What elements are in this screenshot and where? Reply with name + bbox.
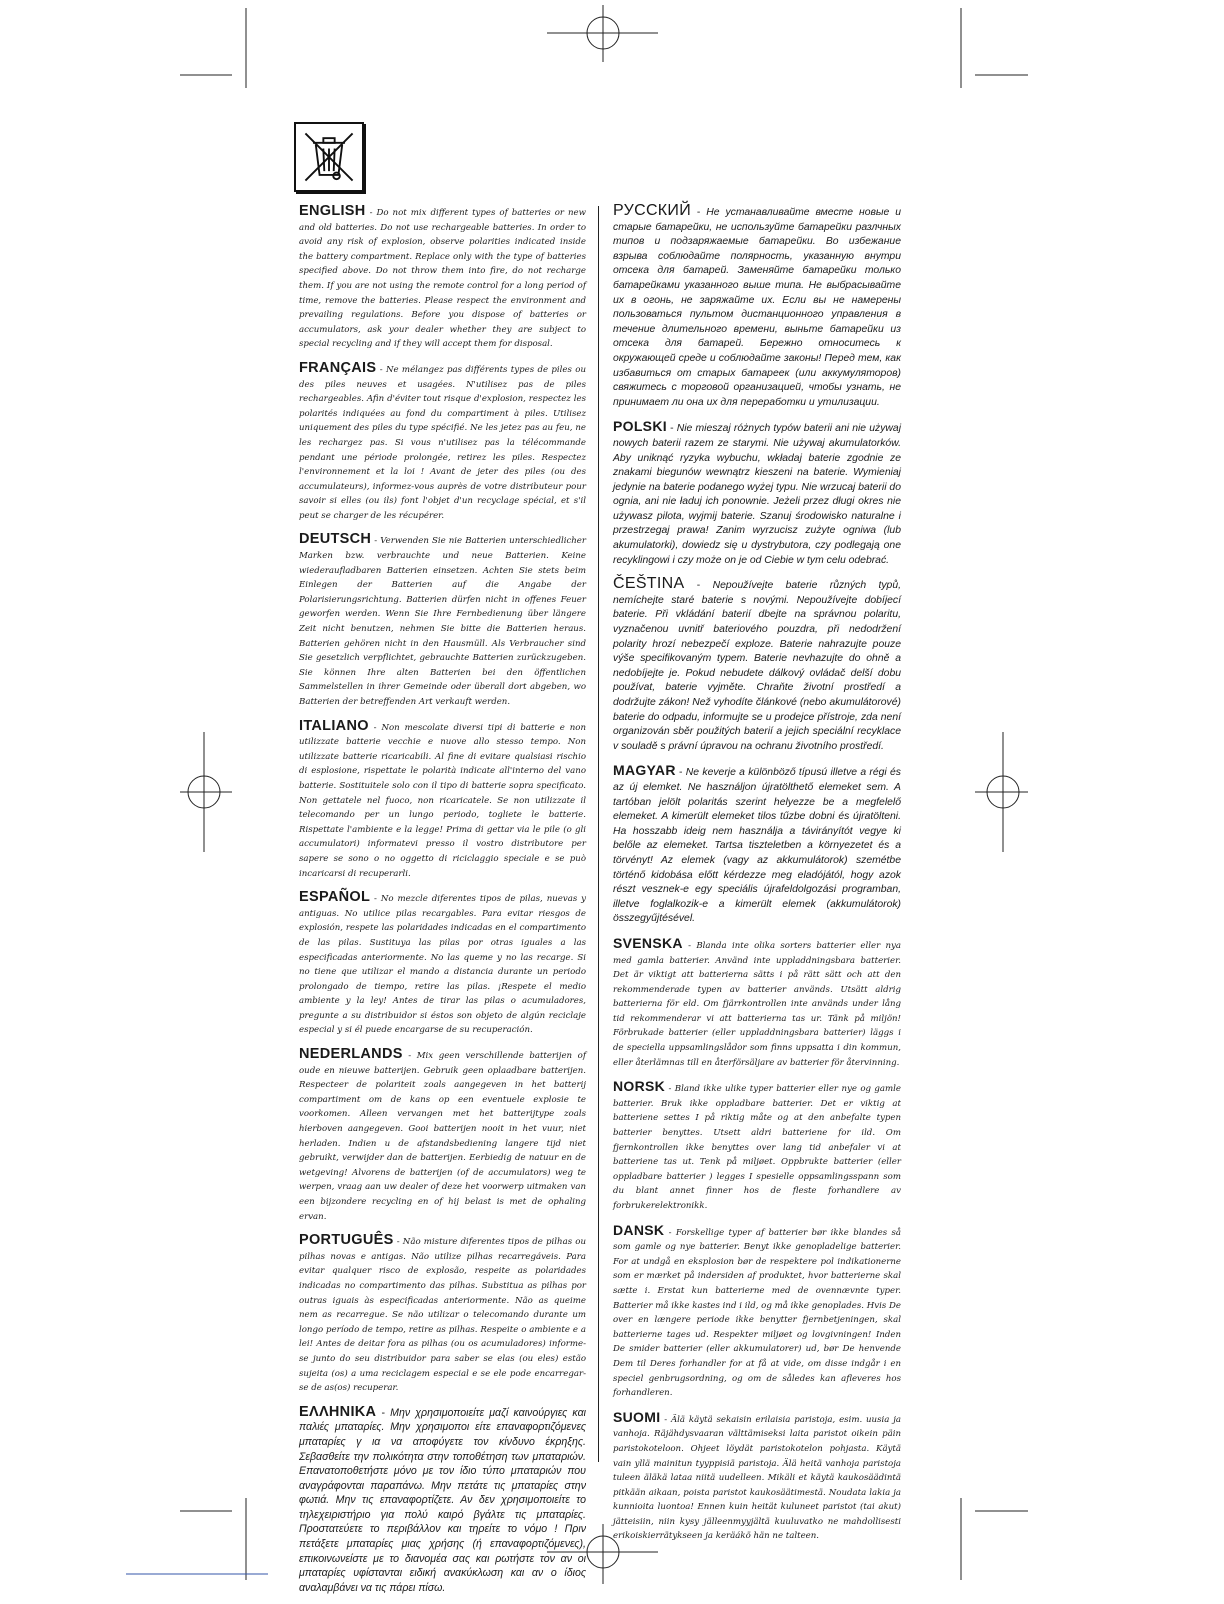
section-portugues: PORTUGUÊS - Não misture diferentes tipos de pilhas ou pilhas novas e antigas. Não utilize pilhas recarregáveis. Para evitar qualquer risco de explosão, respeite as polaridades indicadas no compartimento das pilhas. Substitua as pilhas por outras iguais às especificadas anteriormente. Não as queime nem as recarregue. Se não utilizar o telecomando durante um longo período de tempo, retire as pilhas. Respeite o ambiente e a lei! Antes de deitar fora as pilhas (ou os acumuladores) informe-se junto do seu distribuidor para saber se elas (ou eles) estão sujeita (os) a uma reciclagem especial e se ele pode encarregar-se de as(os) recuperar. (299, 1232, 586, 1394)
section-body: Bland ikke ulike typer batterier eller nye og gamle batterier. Bruk ikke oppladbare batterier. Det er viktig at batteriene settes I på riktig måte og at den anbefalte typen batterier benyttes. Utsett aldri batteriene for ild. Om fjernkontrollen ikke benyttes over lang tid anbefaler vi at batteriene tas ut. Tenk på miljøet. Oppbrukte batterier (eller oppladbare batterier ) legges I spesielle oppsamlingsspann som du blant annet finner hos de fleste forhandlere av forbrukerelektronikk. (613, 1084, 902, 1211)
section-heading: ČEŠTINA (613, 575, 685, 593)
section-heading: MAGYAR (613, 762, 676, 779)
section-suomi: SUOMI - Älä käytä sekaisin erilaisia paristoja, esim. uusia ja vanhoja. Räjähdysvaaran välttämiseksi laita paristot oikein päin paristokoteloon. Ohjeet löydät paristokotelon pohjasta. Käytä vain yllä mainitun tyyppisiä paristoja. Älä heitä vanhoja paristoja tuleen äläkä lataa niitä uudelleen. Mikäli et käytä kaukosäädintä pitkään aikaan, poista paristot kaukosäätimestä. Noudata lakia ja kunnioita luontoa! Ennen kuin heität kuluneet paristot (tai akut) jätteisiin, niin kysy jälleenmyyjältä kuuluvatko ne mahdollisesti erikoiskierrätykseen ja keräákö hän ne talteen. (613, 1408, 901, 1542)
section-heading: ENGLISH (299, 203, 366, 219)
section-cestina: ČEŠTINA - Nepoužívejte baterie různých typů, nemíchejte staré baterie s novými. Nepoužívejte dobíjecí baterie. Při vkládání baterií dbejte na správnou polaritu, vyznačenou uvnitř bateriového pouzdra, při nedodržení polarity hrozí nebezpečí exploze. Baterie nahrazujte pouze výše specifikovaným typem. Baterie nevhazujte do ohně a nedobíjejte je. Pokud nebudete dálkový ovládač delší dobu používat, baterie vyjměte. Chraňte životní prostředí a dodržujte zákon! Než vyhodíte článkové (nebo akumulátorové) baterie do odpadu, informujte se u prodejce přístroje, zda není organizován sběr použitých baterií a jejich speciální recyklace v souladě s právní úpravou na ochranu životního prostředí. (613, 575, 902, 752)
section-heading: DEUTSCH (299, 531, 372, 548)
section-body: Μην χρησιμοποιείτε μαζί καινούργιες και παλιές μπαταρίες. Μην χρησιμοποι είτε επαναφορτιζόμενες μπαταρίες γ ια να αποφύγετε τον κίνδυνο έκρηξης. Σεβασθείτε την πολικότητα στην τοποθέτηση των μπαταριών. Επανατοποθετήστε μόνο με τον ίδιο τύπο μπαταριών που αναγράφονται παραπάνω. Μην πετάτε τις μπαταρίες στην φωτιά. Μην τις επαναφορτίζετε. Αν δεν χρησιμοποιείτε το τηλεχειριστήριο για πολύ καιρό βγάλτε τις μπαταρίες. Προστατεύετε το περιβάλλον και τηρείτε το νόμο ! Πριν πετάξετε μπαταρίες μιας χρήσης (ή επαναφορτιζόμενες), επικοινωνείστε με το διανομέα σας και ρωτήστε τον αν οι μπαταρίες υφίστανται ειδική ανακύκλωση και αν ο ίδιος αναλαμβάνει να τις πάρει πίσω. (299, 1406, 586, 1594)
section-heading: РУССКИЙ (613, 202, 692, 219)
section-body: No mezcle diferentes tipos de pilas, nuevas y antiguas. No utilice pilas recargables. Para evitar riesgos de explosión, respete las polaridades indicadas en el compartimento de las pilas. Sustituya las pilas por otras iguales a las especificadas anteriormente. No las queme y no las recarge. Si no tiene que utilizar el mando a distancia durante un periodo prolongado de tiempo, retire las pilas. ¡Respete el medio ambiente y la ley! Antes de tirar las pilas o acumuladores, pregunte a su distribuidor si éstos son objeto de algún reciclaje especial y si él puede encargarse de su recuperación. (299, 894, 586, 1036)
section-body: Forskellige typer af batterier bør ikke blandes så som gamle og nye batterier. Benyt ikke genopladelige batterier. For at undgå en eksplosion bør de respektere pol indikationerne som er mærket på indersiden af produktet, hvor batterierne skal sætte i. Erstat kun batterierne med de ovennævnte typer. Batterier må ikke kastes ind i ild, og må ikke genoplades. Hvis De over en længere periode ikke benytter fjernbetjeningen, skal batterierne tages ud. Respekter miljøet og lovgivningen! Inden De smider batterier (eller akkumulatorer) ud, bør De henvende Dem til Deres forhandler for at få at vide, om disse indgår i en speciel genbrugsordning, og om de således kan afleveres hos forhandleren. (613, 1227, 901, 1399)
section-body: Non mescolate diversi tipi di batterie e non utilizzate batterie vecchie e nuove allo stesso tempo. Non utilizzate batterie ricaricabili. Al fine di evitare qualsiasi rischio di esplosione, rispettate le polarità indicate all'interno del vano batterie. Sostituitele solo con il tipo di batterie sopra specificato. Non gettatele nel fuoco, non ricaricatele. Se non utilizzate il telecomando per un lungo periodo, togliete le batterie. Rispettate l'ambiente e la legge! Prima di gettar via le pile (o gli accumulatori) informatevi presso il vostro distributore per sapere se sono o no oggetto di riciclaggio speciale e se può incaricarsi di recuperarli. (299, 722, 586, 879)
section-heading: FRANÇAIS (299, 359, 377, 376)
section-dansk: DANSK - Forskellige typer af batterier bør ikke blandes så som gamle og nye batterier. Benyt ikke genopladelige batterier. For at undgå en eksplosion bør de respektere pol indikationerne som er mærket på indersiden af produktet, hvor batterierne skal sætte i. Erstat kun batterierne med de ovennævnte typer. Batterier må ikke kastes ind i ild, og må ikke genoplades. Hvis De over en længere periode ikke benytter fjernbetjeningen, skal batterierne tages ud. Respekter miljøet og lovgivningen! Inden De smider batterier (eller akkumulatorer) ud, bør De henvende Dem til Deres forhandler for at få at vide, om disse indgår i en speciel genbrugsordning, og om de således kan afleveres hos forhandleren. (613, 1221, 901, 1399)
section-body: Ne mélangez pas différents types de piles ou des piles neuves et usagées. N'utilisez pas de piles rechargeables. Afin d'éviter tout risque d'explosion, respectez les polarités indiquées au fond du compartiment à piles. Utilisez uniquement des piles du type spécifié. Ne les jetez pas au feu, ne les rechargez pas. Si vous n'utilisez pas la télécommande pendant une période prolongée, retirez les piles. Respectez l'environnement et la loi ! Avant de jeter des piles (ou des accumulateurs), informez-vous auprès de votre distributeur pour savoir si elles (ou ils) font l'objet d'un recyclage spécial, et s'il peut se charger de les récupérer. (299, 364, 586, 521)
crossed-out-wheelie-bin-icon (294, 122, 364, 192)
section-deutsch: DEUTSCH - Verwenden Sie nie Batterien unterschiedlicher Marken bzw. verbrauchte und neue Batterien. Keine wiederaufladbaren Batterien einsetzen. Achten Sie stets beim Einlegen der Batterien auf die Angabe der Polarisierungsrichtung. Batterien dürfen nicht in offenes Feuer geworfen werden. Wenn Sie Ihre Fernbedienung über längere Zeit nicht benutzen, nehmen Sie bitte die Batterien heraus. Batterien gehören nicht in den Hausmüll. Als Verbraucher sind Sie gesetzlich verpflichtet, gebrauchte Batterien zurückzugeben. Sie können Ihre alten Batterien bei den öffentlichen Sammelstellen in ihrer Gemeinde oder überall dort abgeben, wo Batterien der betreffenden Art verkauft werden. (299, 531, 587, 707)
section-heading: NEDERLANDS (299, 1046, 403, 1063)
section-heading: DANSK (613, 1221, 665, 1238)
column-divider (598, 206, 599, 1462)
left-column (299, 204, 586, 1604)
section-body: Mix geen verschillende batterijen of oude en nieuwe batterijen. Gebruik geen oplaadbare batterijen. Respecteer de polariteit zoals aangegeven in het batterij compartiment om de kans op een eventuele explosie te voorkomen. Alleen vervangen met het batterijtype zoals hierboven aangegeven. Gooi batterijen nooit in het vuur, niet herladen. Indien u de afstandsbediening langere tijd niet gebruikt, verwijder dan de batterijen. Eerbiedig de natuur en de wetgeving! Alvorens de batterijen (of de accumulators) weg te werpen, vraag aan uw dealer of deze het voorwerp uitmaken van een bijzondere recycling en of hij belast is met de ophaling ervan. (299, 1051, 586, 1222)
section-body: Verwenden Sie nie Batterien unterschiedlicher Marken bzw. verbrauchte und neue Batterien. Keine wiederaufladbaren Batterien einsetzen. Achten Sie stets beim Einlegen der Batterien auf die Angabe der Polarisierungsrichtung. Batterien dürfen nicht in offenes Feuer geworfen werden. Wenn Sie Ihre Fernbedienung über längere Zeit nicht benutzen, nehmen Sie bitte die Batterien heraus. Batterien gehören nicht in den Hausmüll. Als Verbraucher sind Sie gesetzlich verpflichtet, gebrauchte Batterien zurückzugeben. Sie können Ihre alten Batterien bei den öffentlichen Sammelstellen in ihrer Gemeinde oder überall dort abgeben, wo Batterien der betreffenden Art verkauft werden. (299, 536, 587, 707)
section-body: Nepoužívejte baterie různých typů, nemíchejte staré baterie s novými. Nepoužívejte dobíjecí baterie. Při vkládání baterií dbejte na správnou polaritu, vyznačenou uvnitř bateriového pouzdra, při nedodržení polarity hrozí nebezpečí exploze. Baterie nahrazujte pouze výše specifikovaným typem. Baterie nevhazujte do ohně a nedobíjejte je. Pokud nebudete dálkový ovládač delší dobu používat, baterie vyjměte. Chraňte životní prostředí a dodržujte zákon! Než vyhodíte článkové (nebo akumulátorové) baterie do odpadu, informujte se u prodejce přístroje, zda není organizován sběr použitých baterií a jejich speciální recyklace v souladě s právní úpravou na ochranu životního prostředí. (613, 580, 902, 752)
section-heading: SUOMI (613, 1408, 661, 1425)
section-english: ENGLISH - Do not mix different types of batteries or new and old batteries. Do not use rechargeable batteries. In order to avoid any risk of explosion, observe polarities indicated inside the battery compartment. Replace only with the type of batteries specified above. Do not throw them into fire, do not recharge them. If you are not using the remote control for a long period of time, remove the batteries. Please respect the environment and prevailing regulations. Before you dispose of batteries or accumulators, ask your dealer whether they are subject to special recycling and if they will accept them for disposal. (299, 203, 586, 350)
section-espanol: ESPAÑOL - No mezcle diferentes tipos de pilas, nuevas y antiguas. No utilice pilas recargables. Para evitar riesgos de explosión, respete las polaridades indicadas en el compartimento de las pilas. Sustituya las pilas por otras iguales a las especificadas anteriormente. No las queme y no las recarge. Si no tiene que utilizar el mando a distancia durante un periodo prolongado de tiempo, retire las pilas. ¡Respete el medio ambiente y la ley! Antes de tirar las pilas o acumuladores, pregunte a su distribuidor si éstos son objeto de algún reciclaje especial y si él puede encargarse de su recuperación. (299, 889, 586, 1036)
section-body: Ne keverje a különböző típusú illetve a régi és az új elemket. Ne használjon újratölthető elemeket sem. A tartóban jelölt polaritás szerint helyezze be a megfelelő elemeket. A kimerült elemeket tilos tűzbe dobni és újratölteni. Ha hosszabb ideig nem használja a távirányítót vegye ki belőle az elemeket. Tartsa tiszteletben a környezetet és a törvényt! Az elemek (vagy az akkumulátorok) szemétbe történő kidobása előtt kérdezze meg eladójától, hogy azok részt vesznek-e egy speciális újrafeldolgozási programban, illetve foglalkozik-e a kimerült elemek (akkumulátorok) összegyűjtésével. (613, 767, 901, 925)
section-heading: PORTUGUÊS (299, 1232, 394, 1249)
section-body: Não misture diferentes tipos de pilhas ou pilhas novas e antigas. Não utilize pilhas recarregáveis. Para evitar qualquer risco de explosão, respeite as polaridades indicadas no compartimento das pilhas. Substitua as pilhas por outras iguais às especificadas anteriormente. Não as queime nem as recarregue. Se não utilizar o telecomando durante um longo período de tempo, retire as pilhas. Respeite o ambiente e a lei! Antes de deitar fora as pilhas (ou os acumuladores) informe-se junto do seu distribuidor para saber se elas (ou eles) estão sujeita (os) a uma reciclagem especial e se ele pode encarregar-se de as(os) recuperar. (299, 1237, 586, 1394)
section-italiano: ITALIANO - Non mescolate diversi tipi di batterie e non utilizzate batterie vecchie e nuove allo stesso tempo. Non utilizzate batterie ricaricabili. Al fine di evitare qualsiasi rischio di esplosione, rispettate le polarità indicate all'interno del vano batterie. Sostituitele solo con il tipo di batterie sopra specificato. Non gettatele nel fuoco, non ricaricatele. Se non utilizzate il telecomando per un lungo periodo, togliete le batterie. Rispettate l'ambiente e la legge! Prima di gettar via le pile (o gli accumulatori) informatevi presso il vostro distributore per sapere se sono o no oggetto di riciclaggio speciale e se può incaricarsi di recuperarli. (299, 717, 586, 879)
section-norsk: NORSK - Bland ikke ulike typer batterier eller nye og gamle batterier. Bruk ikke oppladbare batterier. Det er viktig at batteriene settes I på riktig måte og at den anbefalte typen batterier benyttes. Utsett aldri batteriene for ild. Om fjernkontrollen ikke benyttes over lang tid anbefaler vi at batteriene tas ut. Tenk på miljøet. Oppbrukte batterier (eller oppladbare batterier ) legges I spesielle oppsamlingsspann som du blant annet finner hos de fleste forhandlere av forbrukerelektronikk. (613, 1078, 902, 1211)
section-polski: POLSKI - Nie mieszaj różnych typów baterii ani nie używaj nowych baterii razem ze starymi. Nie używaj akumulatorków. Aby uniknąć ryzyka wybuchu, wkładaj baterie zgodnie ze znakami biegunów wewnątrz kieszeni na baterie. Wymieniaj jedynie na baterie podanego wyżej typu. Nie wrzucaj baterii do ognia, ani nie ładuj ich ponownie. Jeżeli przez długi okres nie używasz pilota, wyjmij baterie. Szanuj środowisko naturalne i przestrzegaj prawa! Zanim wyrzucisz zużyte ogniwa (lub akumulatorki), dowiedz się u dystrybutora, czy podlegają one recyklingowi i czy może on je od Ciebie w tym celu odebrać. (613, 418, 902, 566)
section-body: Älä käytä sekaisin erilaisia paristoja, esim. uusia ja vanhoja. Räjähdysvaaran välttämiseksi laita paristot oikein päin paristokoteloon. Ohjeet löydät paristokotelon pohjasta. Käytä vain yllä mainitun tyyppisiä paristoja. Älä heitä vanhoja paristoja tuleen äläkä lataa niitä uudelleen. Mikäli et käytä kaukosäädintä pitkään aikaan, poista paristot kaukosäätimestä. Noudata lakia ja kunnioita luontoa! Ennen kuin heität kuluneet paristot (tai akut) jätteisiin, niin kysy jälleenmyyjältä kuuluvatko ne mahdollisesti erikoiskierrätykseen ja keräákö hän ne talteen. (613, 1414, 901, 1542)
section-heading: SVENSKA (613, 934, 683, 951)
section-magyar: MAGYAR - Ne keverje a különböző típusú illetve a régi és az új elemket. Ne használjon újratölthető elemeket sem. A tartóban jelölt polaritás szerint helyezze be a megfelelő elemeket. A kimerült elemeket tilos tűzbe dobni és újratölteni. Ha hosszabb ideig nem használja a távirányítót vegye ki belőle az elemeket. Tartsa tiszteletben a környezetet és a törvényt! Az elemek (vagy az akkumulátorok) szemétbe történő kidobása előtt kérdezze meg eladójától, hogy azok részt vesznek-e egy speciális újrafeldolgozási programban, illetve foglalkozik-e a kimerült elemek (akkumulátorok) összegyűjtésével. (613, 762, 901, 925)
section-body: Do not mix different types of batteries or new and old batteries. Do not use rechargeable batteries. In order to avoid any risk of explosion, observe polarities indicated inside the battery compartment. Replace only with the type of batteries specified above. Do not throw them into fire, do not recharge them. If you are not using the remote control for a long period of time, remove the batteries. Please respect the environment and prevailing regulations. Before you dispose of batteries or accumulators, ask your dealer whether they are subject to special recycling and if they will accept them for disposal. (299, 208, 586, 350)
section-heading: ΕΛΛΗΝΙΚΑ (299, 1403, 377, 1420)
section-body: Blanda inte olika sorters batterier eller nya med gamla batterier. Använd inte uppladdningsbara batterier. Det är viktigt att batterierna sätts i på rätt sätt och att den rekommenderade typen av batterier används. Utsätt aldrig batterierna för eld. Om fjärrkontrollen inte används under lång tid rekommenderar vi att batterierna tas ur. Tänk på miljön! Förbrukade batterier (eller uppladdningsbara batterier) läggs i de speciella uppsamlingslådor som finns uppsatta i din kommun, eller återlämnas till en återförsäljare av batterier för återvinning. (613, 940, 901, 1068)
section-heading: NORSK (613, 1078, 666, 1095)
right-column (613, 204, 901, 1553)
section-heading: ITALIANO (299, 717, 369, 734)
section-russkiy: РУССКИЙ - Не устанавливайте вместе новые и старые батарейки, не используйте батарейки разлчных типов и подзаряжаемые батарейки. Во избежание взрыва соблюдайте полярность, указанную внутри отсека для батарей. Заменяйте батарейки только батарейками указанного выше типа. Не выбрасывайте их в огонь, не заряжайте их. Если вы не намерены пользоваться пультом дистанционного управления в течение длительного времени, выньте батарейки из отсека для батарей. Бережно относитесь к окружающей среде и соблюдайте законы! Перед тем, как избавиться от старых батареек (или аккумуляторов) свяжитесь с торговой организацией, чтобы узнать, не принимает ли она их для переработки и утилизации. (613, 202, 901, 408)
section-heading: POLSKI (613, 418, 667, 435)
section-body: Nie mieszaj różnych typów baterii ani nie używaj nowych baterii razem ze starymi. Nie używaj akumulatorków. Aby uniknąć ryzyka wybuchu, wkładaj baterie zgodnie ze znakami biegunów wewnątrz kieszeni na baterie. Wymieniaj jedynie na baterie podanego wyżej typu. Nie wrzucaj baterii do ognia, ani nie ładuj ich ponownie. Jeżeli przez długi okres nie używasz pilota, wyjmij baterie. Szanuj środowisko naturalne i przestrzegaj prawa! Zanim wyrzucisz zużyte ogniwa (lub akumulatorki), dowiedz się u dystrybutora, czy podlegają one recyklingowi i czy może on je od Ciebie w tym celu odebrać. (613, 423, 902, 566)
section-ellinika: ΕΛΛΗΝΙΚΑ - Μην χρησιμοποιείτε μαζί καινούργιες και παλιές μπαταρίες. Μην χρησιμοποι είτε επαναφορτιζόμενες μπαταρίες γ ια να αποφύγετε τον κίνδυνο έκρηξης. Σεβασθείτε την πολικότητα στην τοποθέτηση των μπαταριών. Επανατοποθετήστε μόνο με τον ίδιο τύπο μπαταριών που αναγράφονται παραπάνω. Μην πετάτε τις μπαταρίες στην φωτιά. Μην τις επαναφορτίζετε. Αν δεν χρησιμοποιείτε το τηλεχειριστήριο για πολύ καιρό βγάλτε τις μπαταρίες. Προστατεύετε το περιβάλλον και τηρείτε το νόμο ! Πριν πετάξετε μπαταρίες μιας χρήσης (ή επαναφορτιζόμενες), επικοινωνείστε με το διανομέα σας και ρωτήστε τον αν οι μπαταρίες υφίστανται ειδική ανακύκλωση και αν ο ίδιος αναλαμβάνει να τις πάρει πίσω. (299, 1403, 586, 1594)
section-nederlands: NEDERLANDS - Mix geen verschillende batterijen of oude en nieuwe batterijen. Gebruik geen oplaadbare batterijen. Respecteer de polariteit zoals aangegeven in het batterij compartiment om de kans op een eventuele explosie te voorkomen. Alleen vervangen met het batterijtype zoals hierboven aangegeven. Gooi batterijen nooit in het vuur, niet herladen. Indien u de afstandsbediening langere tijd niet gebruikt, verwijder dan de batterijen. Eerbiedig de natuur en de wetgeving! Alvorens de batterijen (of de accumulators) weg te werpen, vraag aan uw dealer of deze het voorwerp uitmaken van een bijzondere recycling en of hij belast is met de ophaling ervan. (299, 1046, 586, 1222)
section-heading: ESPAÑOL (299, 889, 371, 906)
section-body: Не устанавливайте вместе новые и старые батарейки, не используйте батарейки разлчных типов и подзаряжаемые батарейки. Во избежание взрыва соблюдайте полярность, указанную внутри отсека для батарей. Заменяйте батарейки только батарейками указанного выше типа. Не выбрасывайте их в огонь, не заряжайте их. Если вы не намерены пользоваться пультом дистанционного управления в течение длительного времени, выньте батарейки из отсека для батарей. Бережно относитесь к окружающей среде и соблюдайте законы! Перед тем, как избавиться от старых батареек (или аккумуляторов) свяжитесь с торговой организацией, чтобы узнать, не принимает ли она их для переработки и утилизации. (613, 207, 901, 408)
section-francais: FRANÇAIS - Ne mélangez pas différents types de piles ou des piles neuves et usagées. N'utilisez pas de piles rechargeables. Afin d'éviter tout risque d'explosion, respectez les polarités indiquées au fond du compartiment à piles. Utilisez uniquement des piles du type spécifié. Ne les jetez pas au feu, ne les rechargez pas. Si vous n'utilisez pas la télécommande pendant une période prolongée, retirez les piles. Respectez l'environnement et la loi ! Avant de jeter des piles (ou des accumulateurs), informez-vous auprès de votre distributeur pour savoir si elles (ou ils) font l'objet d'un recyclage spécial, et s'il peut se charger de les récupérer. (299, 359, 586, 521)
section-svenska: SVENSKA - Blanda inte olika sorters batterier eller nya med gamla batterier. Använd inte uppladdningsbara batterier. Det är viktigt att batterierna sätts i på rätt sätt och att den rekommenderade typen av batterier används. Utsätt aldrig batterierna för eld. Om fjärrkontrollen inte används under lång tid rekommenderar vi att batterierna tas ur. Tänk på miljön! Förbrukade batterier (eller uppladdningsbara batterier) läggs i de speciella uppsamlingslådor som finns uppsatta i din kommun, eller återlämnas till en återförsäljare av batterier för återvinning. (613, 934, 901, 1068)
